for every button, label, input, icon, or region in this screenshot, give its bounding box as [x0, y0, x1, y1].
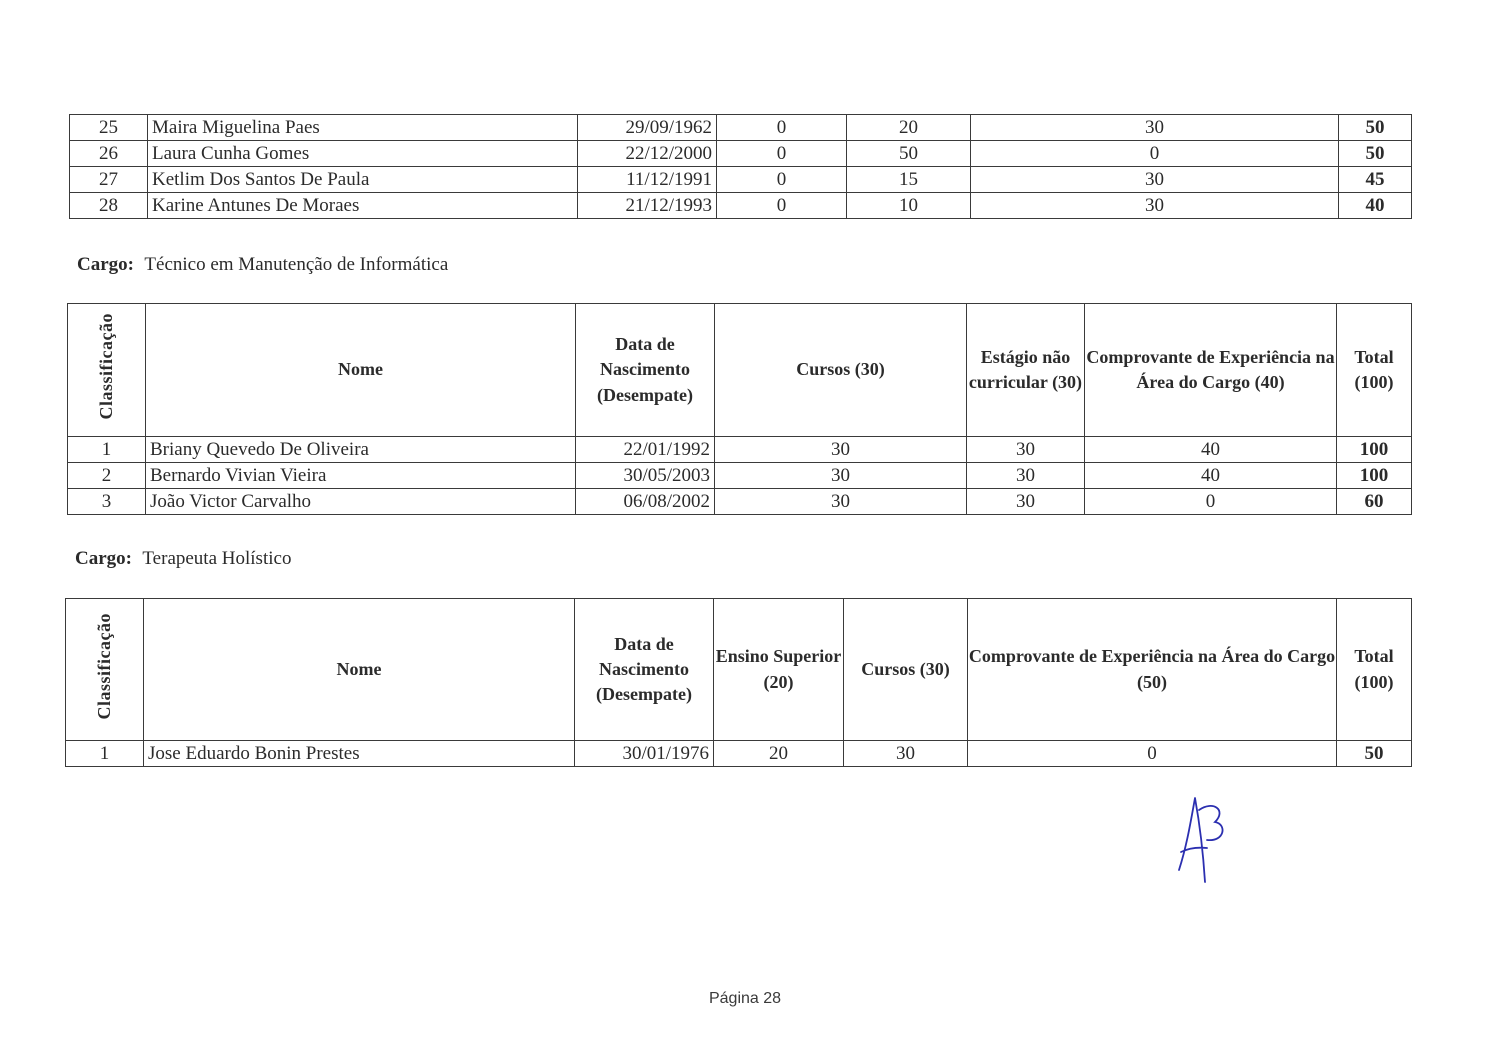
total-cell: 100 — [1337, 437, 1412, 463]
total-cell: 50 — [1339, 141, 1412, 167]
data-nascimento-cell: 06/08/2002 — [576, 489, 715, 515]
table-row — [68, 489, 1412, 515]
nome-cell: Karine Antunes De Moraes — [148, 193, 578, 219]
table-row — [68, 437, 1412, 463]
nome-cell: Laura Cunha Gomes — [148, 141, 578, 167]
score-cell: 50 — [847, 141, 971, 167]
data-nascimento-cell: 22/01/1992 — [576, 437, 715, 463]
classificacao-cell: 27 — [70, 167, 148, 193]
score-cell: 10 — [847, 193, 971, 219]
score-cell: 20 — [847, 115, 971, 141]
header-comprovante: Comprovante de Experiência na Área do Cargo (50) — [968, 599, 1337, 741]
cargo-heading-terapeuta — [75, 548, 291, 570]
ranking-table-continued — [69, 114, 1412, 219]
score-cell: 0 — [717, 115, 847, 141]
score-cell: 0 — [717, 193, 847, 219]
score-cell: 30 — [967, 437, 1085, 463]
score-cell: 30 — [967, 463, 1085, 489]
header-ensino-superior: Ensino Superior (20) — [714, 599, 844, 741]
data-nascimento-cell: 21/12/1993 — [578, 193, 717, 219]
header-cursos: Cursos (30) — [844, 599, 968, 741]
total-cell: 100 — [1337, 463, 1412, 489]
score-cell: 0 — [717, 167, 847, 193]
score-cell: 0 — [971, 141, 1339, 167]
score-cell: 30 — [715, 437, 967, 463]
header-total: Total (100) — [1337, 599, 1412, 741]
score-cell: 40 — [1085, 437, 1337, 463]
classificacao-cell: 1 — [66, 741, 144, 767]
header-data-nascimento: Data de Nascimento (Desempate) — [575, 599, 714, 741]
total-cell: 50 — [1339, 115, 1412, 141]
nome-cell: Briany Quevedo De Oliveira — [146, 437, 576, 463]
score-cell: 0 — [717, 141, 847, 167]
nome-cell: Maira Miguelina Paes — [148, 115, 578, 141]
data-nascimento-cell: 22/12/2000 — [578, 141, 717, 167]
nome-cell: Bernardo Vivian Vieira — [146, 463, 576, 489]
table-row — [70, 167, 1412, 193]
header-nome: Nome — [146, 304, 576, 437]
cargo-label: Cargo: — [77, 254, 134, 275]
header-data-nascimento: Data de Nascimento (Desempate) — [576, 304, 715, 437]
table-row — [70, 193, 1412, 219]
table-row — [68, 463, 1412, 489]
classificacao-cell: 26 — [70, 141, 148, 167]
classificacao-cell: 3 — [68, 489, 146, 515]
data-nascimento-cell: 30/05/2003 — [576, 463, 715, 489]
signature — [1165, 790, 1235, 895]
total-cell: 60 — [1337, 489, 1412, 515]
cargo-heading-informatica — [77, 254, 448, 276]
classificacao-cell: 25 — [70, 115, 148, 141]
score-cell: 30 — [971, 193, 1339, 219]
cargo-label: Cargo: — [75, 548, 132, 569]
header-estagio: Estágio não curricular (30) — [967, 304, 1085, 437]
header-nome: Nome — [144, 599, 575, 741]
score-cell: 30 — [844, 741, 968, 767]
header-classificacao: Classificação — [68, 304, 146, 437]
data-nascimento-cell: 11/12/1991 — [578, 167, 717, 193]
nome-cell: Ketlim Dos Santos De Paula — [148, 167, 578, 193]
page-number: Página 28 — [708, 990, 782, 1007]
score-cell: 30 — [971, 115, 1339, 141]
signature-mark — [1165, 790, 1235, 890]
total-cell: 40 — [1339, 193, 1412, 219]
classificacao-cell: 1 — [68, 437, 146, 463]
header-total: Total (100) — [1337, 304, 1412, 437]
ranking-table-informatica — [67, 303, 1412, 515]
classificacao-cell: 2 — [68, 463, 146, 489]
classificacao-cell: 28 — [70, 193, 148, 219]
score-cell: 30 — [971, 167, 1339, 193]
score-cell: 30 — [715, 463, 967, 489]
table-row — [70, 141, 1412, 167]
header-classificacao: Classificação — [66, 599, 144, 741]
data-nascimento-cell: 29/09/1962 — [578, 115, 717, 141]
table-row — [66, 741, 1412, 767]
total-cell: 50 — [1337, 741, 1412, 767]
ranking-table-terapeuta — [65, 598, 1412, 767]
cargo-value: Terapeuta Holístico — [142, 548, 292, 569]
nome-cell: Jose Eduardo Bonin Prestes — [144, 741, 575, 767]
table-row — [70, 115, 1412, 141]
header-cursos: Cursos (30) — [715, 304, 967, 437]
score-cell: 40 — [1085, 463, 1337, 489]
header-comprovante: Comprovante de Experiência na Área do Cargo (40) — [1085, 304, 1337, 437]
nome-cell: João Victor Carvalho — [146, 489, 576, 515]
score-cell: 30 — [967, 489, 1085, 515]
score-cell: 0 — [968, 741, 1337, 767]
total-cell: 45 — [1339, 167, 1412, 193]
score-cell: 15 — [847, 167, 971, 193]
data-nascimento-cell: 30/01/1976 — [575, 741, 714, 767]
score-cell: 30 — [715, 489, 967, 515]
score-cell: 20 — [714, 741, 844, 767]
cargo-value: Técnico em Manutenção de Informática — [144, 254, 449, 275]
score-cell: 0 — [1085, 489, 1337, 515]
